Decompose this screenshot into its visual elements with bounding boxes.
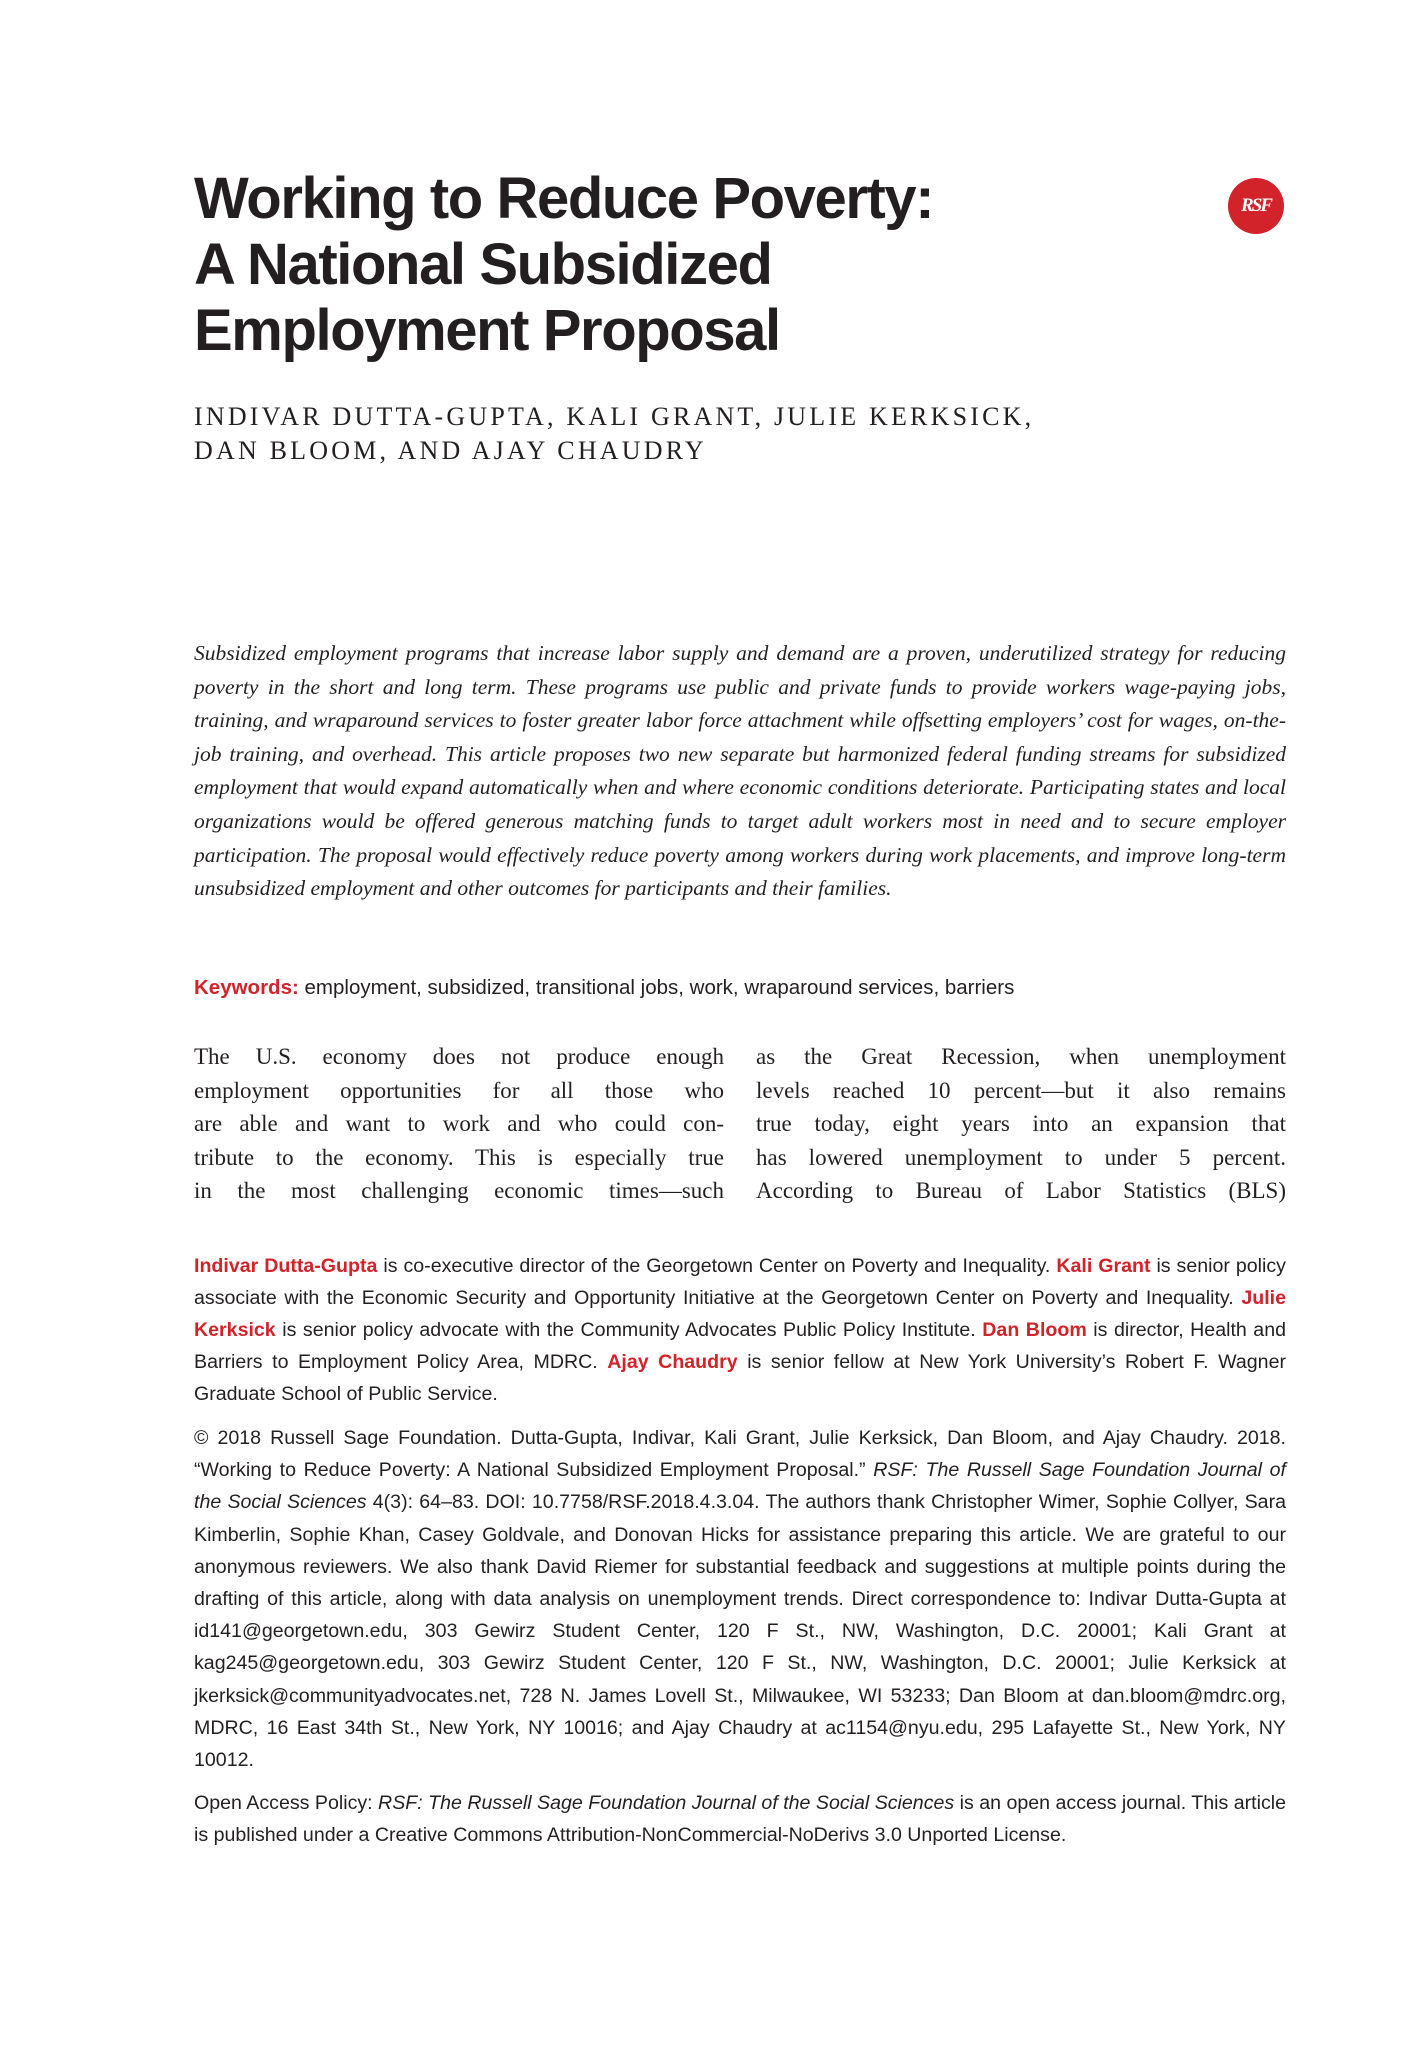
bio-text: is senior policy advocate with the Community Advocates Public Policy Institute. [275, 1319, 983, 1341]
title-line: A National Subsidized [194, 232, 772, 297]
abstract: Subsidized employment programs that increase labor supply and demand are a proven, underutilized strategy for reducing poverty in the short and long term. These programs use public and private funds to provide workers wage-paying jobs, training, and wraparound services to foster greater labor force attachment while offsetting employers’ cost for wages, on-the-job training, and overhead. This article proposes two new separate but harmonized federal funding streams for subsidized employment that would expand automatically when and where economic conditions deteriorate. Participating states and local organizations would be offered generous matching funds to target adult workers most in need and to secure employer participation. The proposal would effectively reduce poverty among workers during work placements, and improve long-term unsubsidized employment and other outcomes for participants and their families. [194, 641, 1286, 901]
body-line: true today, eight years into an expansion that [756, 1111, 1286, 1137]
bio-name: Dan Bloom [982, 1319, 1087, 1341]
keywords-label: Keywords: [194, 976, 299, 999]
copyright-note [194, 1422, 1286, 1776]
journal-name: RSF: The Russell Sage Foundation Journal of the Social Sciences [194, 1459, 1286, 1514]
author-bios [194, 1250, 1286, 1410]
copyright-text: 4(3): 64–83. DOI: 10.7758/RSF.2018.4.3.04. The authors thank Christopher Wimer, Sophie Collyer, Sara Kimberlin, Sophie Khan, Casey Goldvale, and Donovan Hicks for assistance preparing this article. We are grateful to our anonymous reviewers. We also thank David Riemer for substantial feedback and suggestions at multiple points during the drafting of this article, along with data analysis on unemployment trends. Direct correspondence to: Indivar Dutta-Gupta at id141@georgetown.edu, 303 Gewirz Student Center, 120 F St., NW, Washington, D.C. 20001; Kali Grant at kag245@georgetown.edu, 303 Gewirz Student Center, 120 F St., NW, Washington, D.C. 20001; Julie Kerksick at jkerksick@communityadvocates.net, 728 N. James Lovell St., Milwaukee, WI 53233; Dan Bloom at dan.bloom@mdrc.org, MDRC, 16 East 34th St., New York, NY 10016; and Ajay Chaudry at ac1154@nyu.edu, 295 Lafayette St., New York, NY 10012. [194, 1491, 1286, 1772]
copyright-text: © 2018 Russell Sage Foundation. Dutta-Gupta, Indivar, Kali Grant, Julie Kerksick, Dan Bloom, and Ajay Chaudry. 2018. “Working to Reduce Poverty: A National Subsidized Employment Proposal.” [194, 1427, 1286, 1482]
journal-name: RSF: The Russell Sage Foundation Journal of the Social Sciences [378, 1792, 955, 1814]
article-title [194, 166, 1094, 364]
bio-name: Ajay Chaudry [607, 1351, 738, 1373]
author-list [194, 400, 1194, 468]
body-line: According to Bureau of Labor Statistics (BLS) [756, 1178, 1286, 1204]
bio-text: is senior fellow at New York University’s Robert F. Wagner Graduate School of Public Service. [194, 1351, 1286, 1405]
bio-text: is director, Health and Barriers to Employment Policy Area, MDRC. [194, 1319, 1286, 1373]
body-line: are able and want to work and who could con- [194, 1111, 724, 1137]
body-line: employment opportunities for all those who [194, 1077, 724, 1103]
keywords [194, 973, 1286, 1003]
author-line: DAN BLOOM, AND AJAY CHAUDRY [194, 436, 707, 465]
bio-name: Indivar Dutta-Gupta [194, 1255, 378, 1277]
bio-text: is co-executive director of the Georgetown Center on Poverty and Inequality. [377, 1255, 1057, 1277]
body-column-right [756, 1040, 1286, 1208]
body-column-left [194, 1040, 724, 1208]
bio-name: Kali Grant [1056, 1255, 1151, 1277]
open-access-text: Open Access Policy: [194, 1792, 379, 1814]
bio-name: Julie Kerksick [194, 1287, 1286, 1341]
body-line: levels reached 10 percent—but it also remains [756, 1077, 1286, 1103]
bio-text: is senior policy associate with the Economic Security and Opportunity Initiative at the Georgetown Center on Poverty and Inequality. [194, 1255, 1286, 1309]
rsf-logo-icon [1228, 178, 1284, 234]
keywords-text: employment, subsidized, transitional jobs, work, wraparound services, barriers [298, 976, 1015, 999]
body-line: in the most challenging economic times—such [194, 1178, 724, 1204]
body-line: as the Great Recession, when unemployment [756, 1044, 1286, 1069]
author-line: INDIVAR DUTTA-GUPTA, KALI GRANT, JULIE KERKSICK, [194, 402, 1035, 431]
body-line: The U.S. economy does not produce enough [194, 1044, 724, 1069]
title-line: Working to Reduce Poverty: [194, 166, 934, 231]
body-line: has lowered unemployment to under 5 percent. [756, 1144, 1286, 1170]
body-text [194, 1040, 1286, 1208]
body-line: tribute to the economy. This is especially true [194, 1144, 724, 1170]
open-access-policy [194, 1787, 1286, 1851]
logo-text: RSF [1241, 195, 1271, 216]
open-access-text: is an open access journal. This article is published under a Creative Commons Attribution-NonCommercial-NoDerivs 3.0 Unported License. [194, 1792, 1287, 1847]
title-line: Employment Proposal [194, 298, 780, 363]
